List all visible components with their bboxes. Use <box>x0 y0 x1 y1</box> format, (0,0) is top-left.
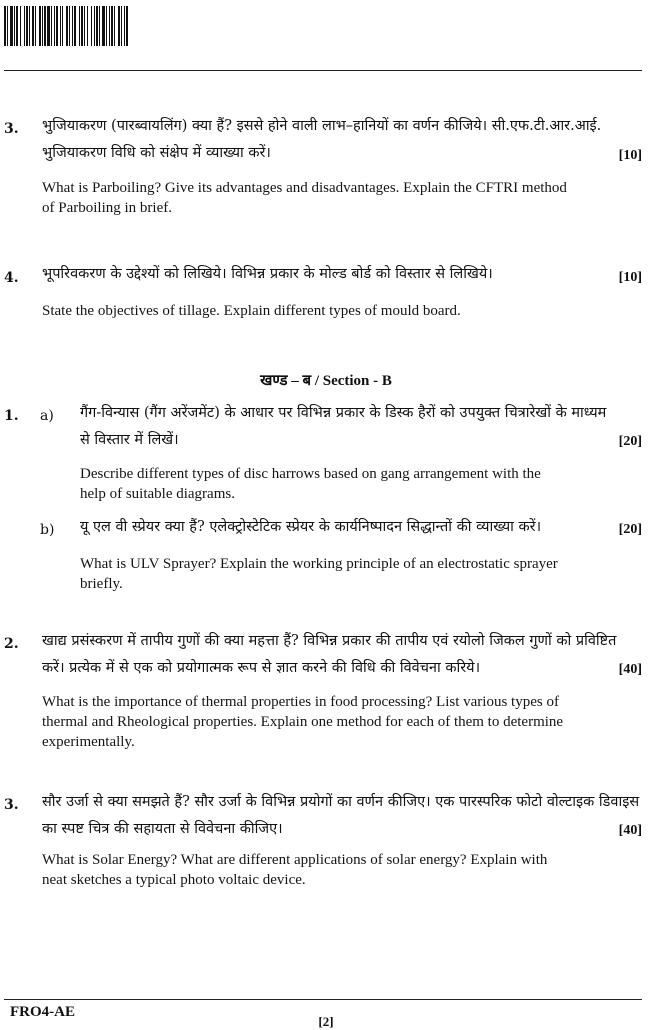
question-marks: [20] <box>618 434 642 449</box>
sub-question-label: a) <box>40 408 54 424</box>
question-number: 3. <box>4 121 19 137</box>
page-number: [2] <box>318 1014 334 1029</box>
barcode <box>4 6 260 46</box>
sub-question-label: b) <box>40 522 55 538</box>
question-hindi-line: भुजियाकरण (पारब्वायलिंग) क्या हैं? इससे होने वाली लाभ–हानियों का वर्णन कीजिये। सी.एफ.टी.आर.आई. <box>42 118 602 134</box>
question-hindi-line: गैंग-विन्यास (गैंग अरेंजमेंट) के आधार पर विभिन्न प्रकार के डिस्क हैरों को उपयुक्त चित्रारेखों के माध्यम <box>80 405 607 421</box>
question-hindi-line: भुजियाकरण विधि को संक्षेप में व्याख्या करें। <box>42 145 271 161</box>
question-number: 3. <box>4 797 19 813</box>
question-hindi-line: से विस्तार में लिखें। <box>80 432 179 448</box>
question-english-line: help of suitable diagrams. <box>80 486 235 502</box>
question-english-line: neat sketches a typical photo voltaic device. <box>42 872 306 888</box>
question-marks: [10] <box>618 270 642 285</box>
question-hindi-line: सौर उर्जा से क्या समझते हैं? सौर उर्जा के विभिन्न प्रयोगों का वर्णन कीजिए। एक पारस्परिक फोटो वोल्टाइक डिवाइस <box>42 794 640 810</box>
question-hindi-line: भूपरिवकरण के उद्देश्यों को लिखिये। विभिन्न प्रकार के मोल्ड बोर्ड को विस्तार से लिखिये। <box>42 266 493 282</box>
question-hindi-line: यू एल वी स्प्रेयर क्या हैं? एलेक्ट्रोस्टेटिक स्प्रेयर के कार्यनिष्पादन सिद्धान्तों की व्याख्या करें। <box>80 519 542 535</box>
section-heading: खण्ड – ब / Section - B <box>260 373 392 389</box>
question-english-line: thermal and Rheological properties. Explain one method for each of them to determine <box>42 714 564 730</box>
question-hindi-line: खाद्य प्रसंस्करण में तापीय गुणों की क्या महत्ता हैं? विभिन्न प्रकार की तापीय एवं रयोलो जिकल गुणों को प्रविष्टित <box>42 633 617 649</box>
question-number: 1. <box>4 408 19 424</box>
question-number: 2. <box>4 636 19 652</box>
question-english-line: What is Solar Energy? What are different applications of solar energy? Explain with <box>42 852 548 868</box>
question-english-line: of Parboiling in brief. <box>42 200 172 216</box>
question-number: 4. <box>4 270 19 286</box>
question-marks: [20] <box>618 522 642 537</box>
top-rule <box>4 70 642 71</box>
question-english-line: Describe different types of disc harrows based on gang arrangement with the <box>80 466 541 482</box>
barcode-stripe <box>126 6 128 46</box>
question-marks: [10] <box>618 148 642 163</box>
question-marks: [40] <box>618 662 642 677</box>
question-hindi-line: का स्पष्ट चित्र की सहायता से विवेचना कीजिए। <box>42 821 283 837</box>
question-hindi-line: करें। प्रत्येक में से एक को प्रयोगात्मक रूप से ज्ञात करने की विधि की विवेचना करिये। <box>42 660 481 676</box>
question-marks: [40] <box>618 823 642 838</box>
question-english-line: experimentally. <box>42 734 135 750</box>
paper-code: FRO4-AE <box>10 1004 75 1020</box>
bottom-rule <box>4 999 642 1000</box>
question-english-line: What is Parboiling? Give its advantages and disadvantages. Explain the CFTRI method <box>42 180 567 196</box>
question-english-line: State the objectives of tillage. Explain different types of mould board. <box>42 303 461 319</box>
question-english-line: What is ULV Sprayer? Explain the working principle of an electrostatic sprayer <box>80 556 558 572</box>
question-english-line: What is the importance of thermal properties in food processing? List various types of <box>42 694 559 710</box>
question-english-line: briefly. <box>80 576 123 592</box>
